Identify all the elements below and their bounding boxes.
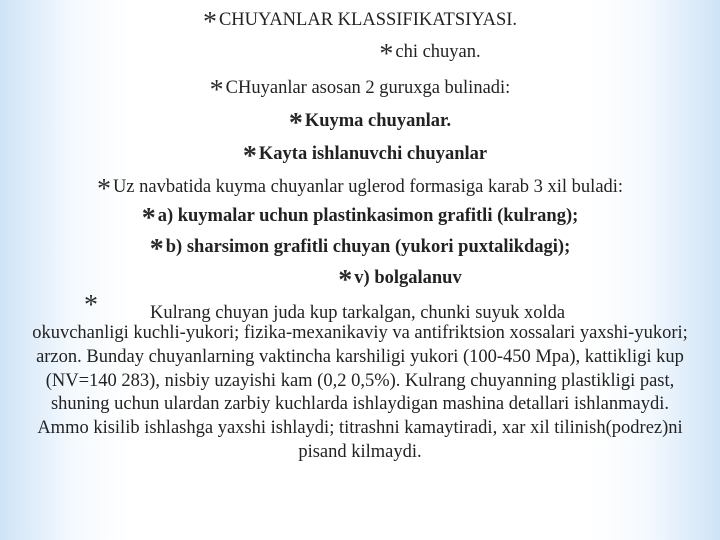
bullet-icon: * bbox=[338, 265, 353, 296]
bullet-icon: * bbox=[209, 75, 224, 106]
bullet-text: chi chuyan. bbox=[395, 42, 481, 62]
bullet-text: Kuyma chuyanlar. bbox=[304, 111, 452, 131]
bullet-line bbox=[0, 108, 720, 139]
bullet-line bbox=[0, 265, 720, 296]
bullet-text: b) sharsimon grafitli chuyan (yukori puxtalikdagi); bbox=[165, 237, 571, 257]
bullet-line bbox=[0, 75, 720, 106]
bullet-text: CHuyanlar asosan 2 guruxga bulinadi: bbox=[225, 78, 511, 98]
paragraph-first-line: Kulrang chuyan juda kup tarkalgan, chunki suyuk xolda bbox=[150, 303, 566, 323]
bullet-icon: * bbox=[202, 7, 217, 38]
bullet-icon: * bbox=[242, 141, 257, 172]
bullet-icon: * bbox=[149, 234, 164, 265]
bullet-text: Uz navbatida kuyma chuyanlar uglerod formasiga karab 3 xil buladi: bbox=[112, 177, 624, 197]
bullet-line bbox=[0, 234, 720, 265]
bullet-line bbox=[0, 39, 720, 70]
bullet-icon: * bbox=[379, 39, 394, 70]
bullet-icon: * bbox=[288, 108, 303, 139]
paragraph-body: okuvchanligi kuchli-yukori; fizika-mexanikaviy va antifriktsion xossalari yaxshi-yukori; arzon. Bunday chuyanlarning vaktincha karshiligi yukori (100-450 Mpa), kattikligi kup (NV=140 283), nisbiy uzayishi kam (0,2 0,5%). Kulrang chuyanning plastikligi past, shuning uchun ulardan zarbiy kuchlarda ishlaydigan mashina detallari ishlanmaydi. Ammo kisilib ishlashga yaxshi ishlaydi; titrashni kamaytiradi, xar xil tilinish(podrez)ni pisand kilmaydi. bbox=[32, 323, 688, 462]
bullet-line bbox=[0, 174, 720, 205]
bullet-icon: * bbox=[96, 174, 111, 205]
slide-title: CHUYANLAR KLASSIFIKATSIYASI. bbox=[218, 10, 518, 30]
bullet-icon: * bbox=[141, 203, 156, 234]
bullet-icon: * bbox=[84, 290, 98, 321]
bullet-text: a) kuymalar uchun plastinkasimon grafitli (kulrang); bbox=[157, 206, 579, 226]
slide-title-line bbox=[0, 7, 720, 38]
bullet-text: Kayta ishlanuvchi chuyanlar bbox=[258, 144, 488, 164]
bullet-line bbox=[0, 203, 720, 234]
bullet-line bbox=[0, 141, 720, 172]
bullet-text: v) bolgalanuv bbox=[354, 268, 462, 288]
